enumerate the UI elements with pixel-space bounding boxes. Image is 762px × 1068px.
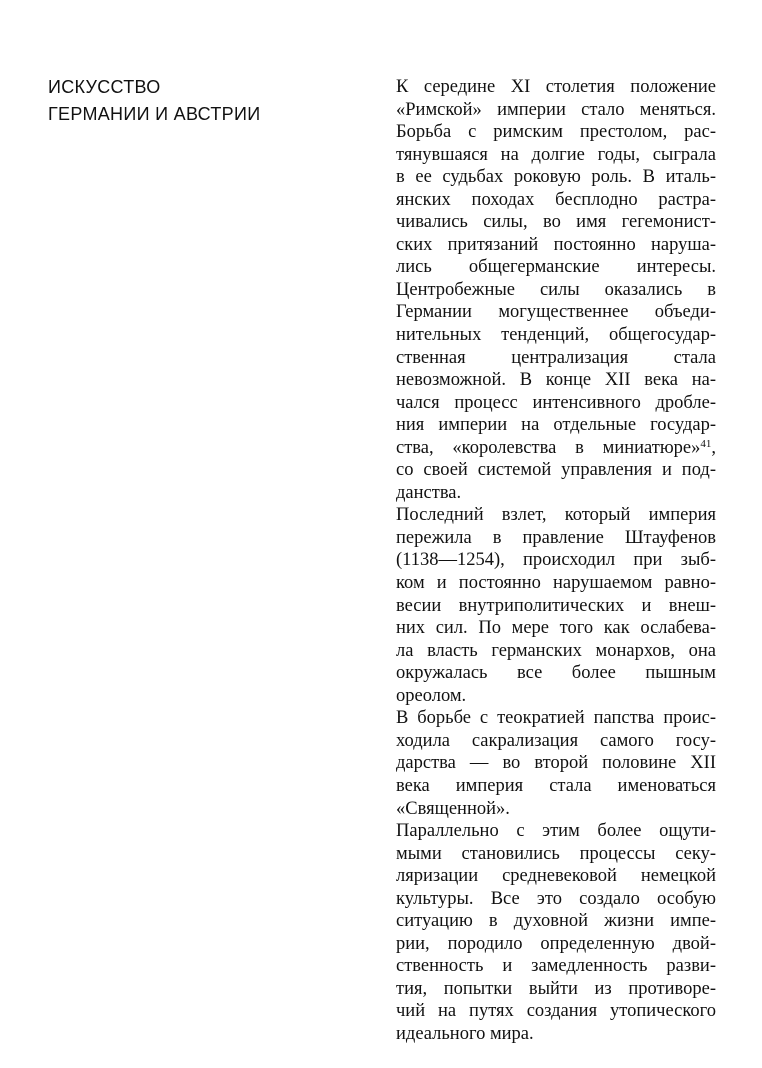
text-line-content: Последний взлет, который империя <box>396 505 716 526</box>
text-line <box>396 256 716 279</box>
text-line-content: «Священной». <box>396 798 510 819</box>
text-line-content: весии внутриполитических и внеш- <box>396 595 716 616</box>
text-line-content: ситуацию в духовной жизни импе- <box>396 911 716 932</box>
text-line <box>396 888 716 911</box>
body-text <box>396 76 716 1046</box>
text-line <box>396 437 716 460</box>
text-line-content: лись общегерманские интересы. <box>396 257 716 278</box>
text-line <box>396 865 716 888</box>
text-line-content: в ее судьбах роковую роль. В италь- <box>396 167 716 188</box>
text-line-content: чался процесс интенсивного дробле- <box>396 392 716 413</box>
text-line-content: ния империи на отдельные государ- <box>396 415 716 436</box>
text-line <box>396 166 716 189</box>
text-line-content: ла власть германских монархов, она <box>396 640 716 661</box>
text-line-content: дарства — во второй половине XII <box>396 753 716 774</box>
text-line <box>396 234 716 257</box>
heading-line-1: ИСКУССТВО <box>48 77 161 97</box>
text-line-content: культуры. Все это создало особую <box>396 888 716 909</box>
footnote-ref: 41 <box>700 437 712 450</box>
text-line-content: ореолом. <box>396 685 467 706</box>
text-line <box>396 99 716 122</box>
chapter-heading <box>48 74 348 128</box>
text-line-content: нительных тенденций, общегосудар- <box>396 325 716 346</box>
text-line <box>396 189 716 212</box>
paragraph <box>396 820 716 1045</box>
text-line <box>396 301 716 324</box>
text-line-content: со своей системой управления и под- <box>396 460 716 481</box>
text-line <box>396 482 716 505</box>
text-line <box>396 775 716 798</box>
text-line <box>396 369 716 392</box>
text-line-content: Параллельно с этим более ощути- <box>396 821 716 842</box>
text-line <box>396 211 716 234</box>
text-line-content: тянувшаяся на долгие годы, сыграла <box>396 144 716 165</box>
text-line-content: янских походах бесплодно растра- <box>396 189 716 210</box>
paragraph <box>396 504 716 707</box>
text-line-content: них сил. По мере того как ослабева- <box>396 618 716 639</box>
text-line <box>396 617 716 640</box>
text-line <box>396 324 716 347</box>
text-line-content: ляризации средневековой немецкой <box>396 866 716 887</box>
text-line-content: данства. <box>396 482 462 503</box>
text-line-content: ства, «королевства в миниатюре» <box>396 437 701 458</box>
text-line-content: (1138—1254), происходил при зыб- <box>396 550 716 571</box>
text-line <box>396 572 716 595</box>
text-line <box>396 121 716 144</box>
text-line-content: пережила в правление Штауфенов <box>396 527 716 548</box>
text-line <box>396 707 716 730</box>
text-line <box>396 549 716 572</box>
text-line-content: чивались силы, во имя гегемонист- <box>396 212 716 233</box>
text-line-content: ственность и замедленность разви- <box>396 956 716 977</box>
text-line <box>396 392 716 415</box>
text-line <box>396 955 716 978</box>
text-line <box>396 144 716 167</box>
text-line <box>396 933 716 956</box>
paragraph <box>396 707 716 820</box>
text-line <box>396 640 716 663</box>
text-line-content: рии, породило определенную двой- <box>396 933 716 954</box>
text-line <box>396 527 716 550</box>
text-line-content: В борьбе с теократией папства проис- <box>396 708 716 729</box>
text-line <box>396 76 716 99</box>
text-line-content: мыми становились процессы секу- <box>396 843 716 864</box>
footnote-suffix: , <box>711 437 716 458</box>
text-line-content: «Римской» империи стало меняться. <box>396 99 716 120</box>
text-line-content: ком и постоянно нарушаемом равно- <box>396 573 716 594</box>
text-line <box>396 1000 716 1023</box>
text-line-content: Борьба с римским престолом, рас- <box>396 122 716 143</box>
text-line-content: Центробежные силы оказались в <box>396 279 716 300</box>
text-line-content: ских притязаний постоянно наруша- <box>396 234 716 255</box>
text-line <box>396 595 716 618</box>
text-line <box>396 843 716 866</box>
text-line <box>396 820 716 843</box>
text-line-content: ственная централизация стала <box>396 347 716 368</box>
text-line <box>396 752 716 775</box>
text-line-content: тия, попытки выйти из противоре- <box>396 978 716 999</box>
text-line <box>396 798 716 821</box>
text-line <box>396 910 716 933</box>
text-line <box>396 730 716 753</box>
text-line-content: К середине XI столетия положение <box>396 77 716 97</box>
text-line-content: чий на путях создания утопического <box>396 1001 716 1022</box>
text-line <box>396 1023 716 1046</box>
text-line-content: идеального мира. <box>396 1023 534 1044</box>
text-line-content: ходила сакрализация самого госу- <box>396 730 716 751</box>
text-line-content: окружалась все более пышным <box>396 663 716 684</box>
text-line <box>396 414 716 437</box>
text-line-content: невозможной. В конце XII века на- <box>396 370 716 391</box>
text-line <box>396 662 716 685</box>
text-line <box>396 978 716 1001</box>
text-line-content: века империя стала именоваться <box>396 775 716 796</box>
text-line <box>396 685 716 708</box>
text-line <box>396 459 716 482</box>
text-line-content: Германии могущественнее объеди- <box>396 302 716 323</box>
text-line <box>396 347 716 370</box>
heading-line-2: ГЕРМАНИИ И АВСТРИИ <box>48 104 261 124</box>
paragraph <box>396 76 716 504</box>
text-line <box>396 279 716 302</box>
text-line <box>396 504 716 527</box>
